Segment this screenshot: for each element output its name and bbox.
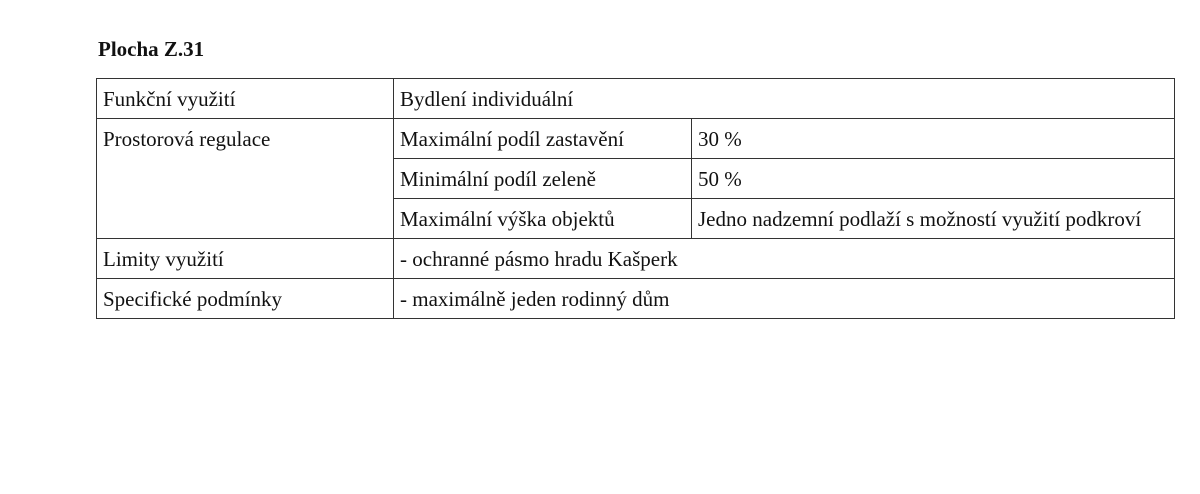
- row-label: Limity využití: [103, 247, 224, 271]
- parameter-name-cell: [394, 199, 692, 239]
- row-label: Funkční využití: [103, 87, 236, 111]
- row-value-cell: [394, 79, 1175, 119]
- row-value: - maximálně jeden rodinný dům: [400, 287, 670, 311]
- page-title: Plocha Z.31: [98, 37, 205, 61]
- row-label-cell: [97, 279, 394, 319]
- parameter-value-cell: [692, 119, 1175, 159]
- row-label-cell: [97, 79, 394, 119]
- table-row-funkcni-vyuziti: [97, 79, 1175, 119]
- parameter-value-cell: [692, 199, 1175, 239]
- row-value: - ochranné pásmo hradu Kašperk: [400, 247, 678, 271]
- row-value-cell: [394, 239, 1175, 279]
- table-row-prostorova-regulace: [97, 119, 1175, 159]
- row-value-cell: [394, 279, 1175, 319]
- parameter-name: Maximální výška objektů: [400, 207, 615, 231]
- table-row-specificke-podminky: [97, 279, 1175, 319]
- parameter-value: 50 %: [698, 167, 742, 191]
- parameter-value: 30 %: [698, 127, 742, 151]
- parameter-value-cell: [692, 159, 1175, 199]
- parameter-name-cell: [394, 119, 692, 159]
- row-label: Specifické podmínky: [103, 287, 283, 311]
- parameter-value: Jedno nadzemní podlaží s možností využití podkroví: [698, 207, 1142, 231]
- parameter-name-cell: [394, 159, 692, 199]
- row-label: Prostorová regulace: [103, 127, 271, 151]
- row-value: Bydlení individuální: [400, 87, 574, 111]
- row-label-cell: [97, 119, 394, 239]
- parameter-name: Maximální podíl zastavění: [400, 127, 624, 151]
- table-row-limity-vyuziti: [97, 239, 1175, 279]
- row-label-cell: [97, 239, 394, 279]
- parameter-name: Minimální podíl zeleně: [400, 167, 596, 191]
- regulation-table: [96, 78, 1175, 319]
